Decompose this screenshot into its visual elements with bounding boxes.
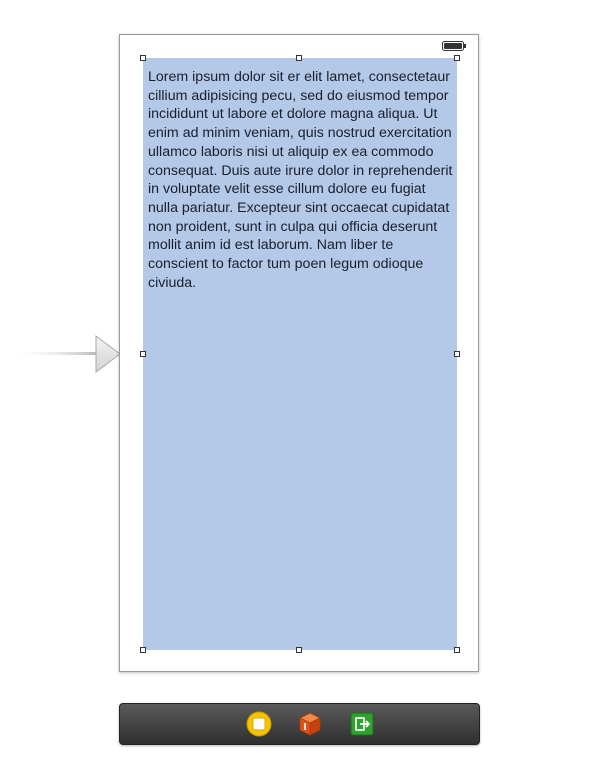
text-view-content[interactable]: Lorem ipsum dolor sit er elit lamet, consectetaur cillium adipisicing pecu, sed do eiusmod tempor incididunt ut labore et dolore magna aliqua. Ut enim ad minim veniam, quis nostrud exercitation ullamco laboris nisi ut aliquip ex ea commodo consequat. Duis aute irure dolor in reprehenderit in voluptate velit esse cillum dolore eu fugiat nulla pariatur. Excepteur sint occaecat cupidatat non proident, sunt in culpa qui officia deserunt mollit anim id est laborum. Nam liber te conscient to factor tum poen legum odioque civiuda.: [148, 69, 453, 291]
resize-handle-bottom[interactable]: [296, 647, 302, 653]
resize-handle-top-right[interactable]: [454, 55, 460, 61]
resize-handle-bottom-left[interactable]: [140, 647, 146, 653]
resize-handle-right[interactable]: [454, 351, 460, 357]
resize-handle-top[interactable]: [296, 55, 302, 61]
resize-handle-top-left[interactable]: [140, 55, 146, 61]
resize-handle-left[interactable]: [140, 351, 146, 357]
exit-icon[interactable]: [349, 711, 375, 737]
entry-point-arrow-icon[interactable]: [8, 334, 124, 374]
battery-icon: [442, 41, 466, 51]
text-view[interactable]: [143, 58, 457, 650]
view-controller-icon[interactable]: [246, 711, 272, 737]
resize-handle-bottom-right[interactable]: [454, 647, 460, 653]
first-responder-icon[interactable]: [297, 711, 323, 737]
scene-dock: [119, 703, 480, 745]
